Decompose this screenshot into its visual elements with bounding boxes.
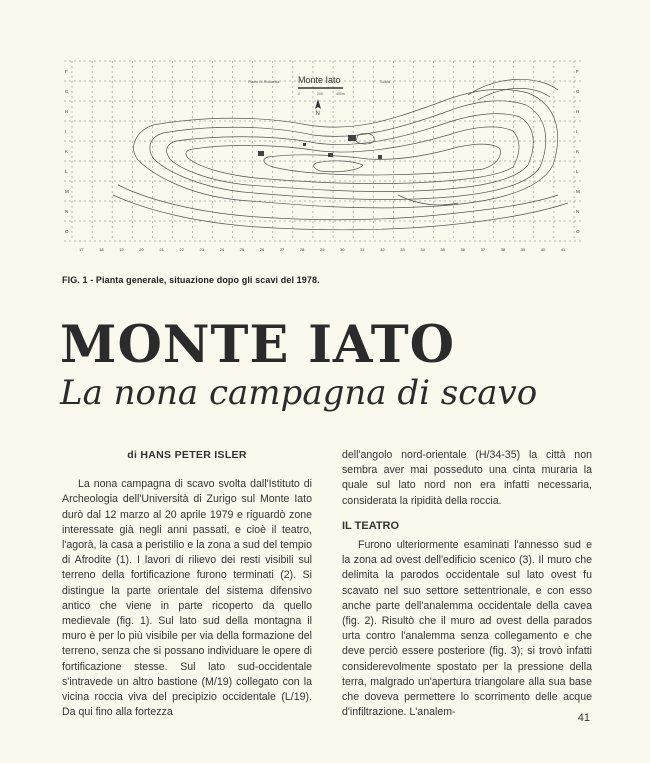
- grid-column-label: 31: [360, 247, 365, 252]
- grid-row-label: K: [576, 149, 580, 154]
- paragraph: Furono ulteriormente esaminati l'annesso sud e la zona ad ovest dell'edificio scenico (3). Il muro che delimita la parodos occidentale sul lato ovest fu scavato nel suo settore settentrionale, e con esso anche parte dell'analemma occidentale della cavea (fig. 2). Risultò che il muro ad ovest della parados urta contro l'analemma senza collegamento e che deve perciò essere posteriore (fig. 3); si trovò infatti considerevolmente spostato per la pressione della terra, malgrado un'apertura triangolare alla sua base che doveva permettere lo scorrimento delle acque d'infiltrazione. L'analem-: [342, 539, 592, 719]
- grid-column-label: 41: [560, 247, 566, 252]
- map-contours: [113, 79, 568, 229]
- grid-column-label: 27: [279, 247, 285, 252]
- grid-row-label: M: [65, 189, 69, 194]
- byline: di HANS PETER ISLER: [127, 449, 247, 461]
- right-column: [342, 448, 592, 720]
- site-plan-figure: [58, 55, 588, 270]
- article-subtitle: La nona campagna di scavo: [60, 373, 538, 413]
- grid-column-label: 40: [540, 247, 546, 252]
- scale-label-1: 200: [317, 92, 323, 96]
- grid-column-label: 37: [480, 247, 486, 252]
- grid-column-label: 20: [139, 247, 144, 252]
- north-arrow-icon: [315, 99, 321, 117]
- grid-column-label: 36: [460, 247, 466, 252]
- grid-column-label: 39: [520, 247, 526, 252]
- grid-column-label: 26: [259, 247, 265, 252]
- grid-row-label: I: [576, 129, 578, 134]
- grid-row-label: K: [65, 149, 69, 154]
- map-legend: [248, 75, 391, 117]
- grid-column-label: 25: [239, 247, 245, 252]
- grid-column-label: 19: [119, 247, 124, 252]
- map-subtitle-left: Piano di Ruccetta: [248, 79, 280, 84]
- grid-column-label: 18: [99, 247, 104, 252]
- grid-row-label: L: [65, 169, 68, 174]
- grid-column-label: 28: [299, 247, 305, 252]
- grid-row-label: H: [65, 109, 69, 114]
- grid-column-label: 33: [400, 247, 405, 252]
- scale-label-2: 400m: [336, 92, 345, 96]
- grid-row-label: G: [65, 89, 69, 94]
- left-column: [62, 448, 312, 720]
- grid-column-label: 17: [79, 247, 84, 252]
- section-heading: IL TEATRO: [342, 519, 400, 532]
- grid-column-label: 24: [219, 247, 225, 252]
- grid-row-label: O: [576, 229, 580, 234]
- grid-row-label: F: [576, 69, 579, 74]
- grid-row-label: F: [65, 69, 68, 74]
- grid-column-label: 34: [420, 247, 425, 252]
- grid-column-label: 23: [199, 247, 204, 252]
- grid-column-label: 32: [380, 247, 385, 252]
- grid-column-label: 29: [319, 247, 325, 252]
- north-label: N: [315, 111, 320, 117]
- grid-column-label: 38: [500, 247, 506, 252]
- scale-label-0: 0: [298, 92, 300, 96]
- grid-row-label: N: [65, 209, 69, 214]
- map-title: Monte Iato: [298, 75, 341, 85]
- grid-column-label: 21: [159, 247, 164, 252]
- grid-row-label: O: [65, 229, 69, 234]
- article-title: MONTE IATO: [60, 315, 456, 375]
- paragraph: dell'angolo nord-orientale (H/34-35) la città non sembra aver mai posseduto una cinta muraria la quale sul lato nord non era infatti necessaria, considerata la ripidità della roccia.: [342, 449, 592, 507]
- grid-row-label: H: [576, 109, 580, 114]
- grid-column-label: 30: [340, 247, 345, 252]
- grid-row-label: N: [576, 209, 580, 214]
- grid-row-label: L: [576, 169, 579, 174]
- page-number: 41: [577, 712, 590, 724]
- grid-row-label: M: [576, 189, 580, 194]
- grid-row-label: I: [65, 129, 67, 134]
- paragraph: La nona campagna di scavo svolta dall'Istituto di Archeologia dell'Università di Zurigo sul Monte Iato durò dal 12 marzo al 20 aprile 1979 e riguardò zone interessate già negli anni passati, e cioè il teatro, l'agorà, la casa a peristilio e la zona a sud del tempio di Afrodite (1). I lavori di rilievo dei resti visibili sul terreno della fortificazione furono terminati (2). Si distingue la parte orientale del sistema difensivo antico che viene in parte ricoperto da quello medievale (fig. 1). Sul lato sud della montagna il muro è per lo più visibile per via della formazione del terreno, senza che si possano individuare le opere di fortificazione stesse. Sul lato sud-occidentale s'intravede un altro bastione (M/19) collegato con la vicina roccia viva del precipizio occidentale (L/19). Da qui fino alla fortezza: [62, 478, 312, 719]
- map-subtitle-right: Scala: [380, 79, 391, 84]
- figure-caption: FIG. 1 - Pianta generale, situazione dopo gli scavi del 1978.: [62, 275, 320, 285]
- grid-column-label: 35: [440, 247, 445, 252]
- grid-row-label: G: [576, 89, 580, 94]
- grid-column-label: 22: [179, 247, 184, 252]
